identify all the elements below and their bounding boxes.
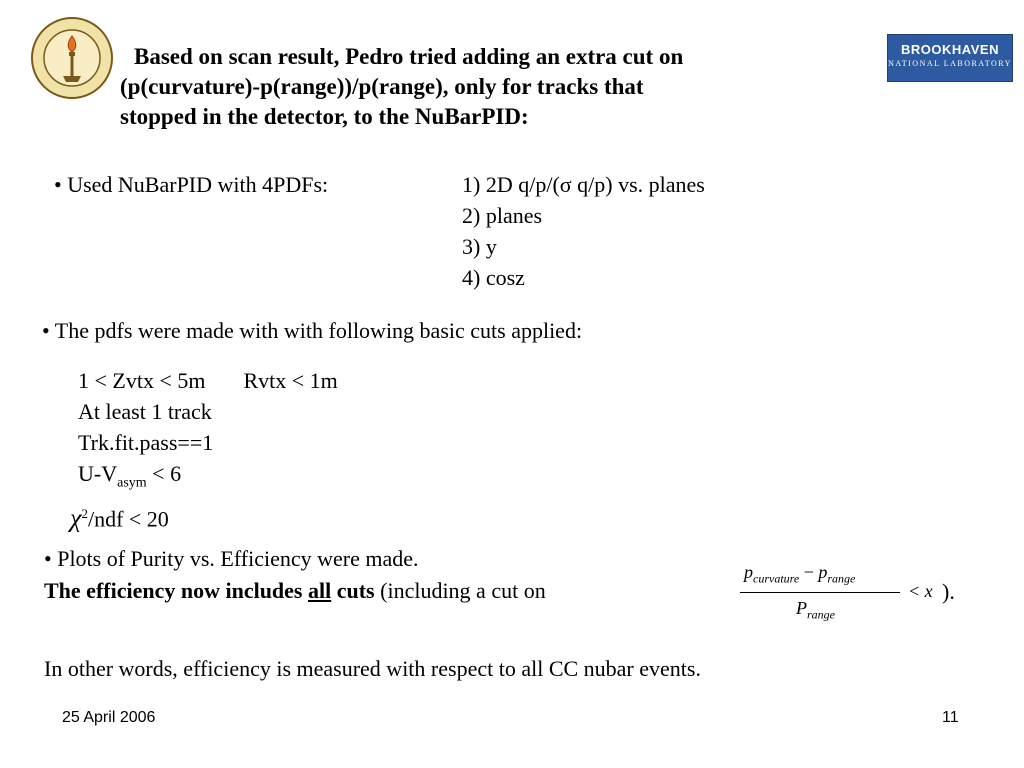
- slide-title: [120, 42, 880, 132]
- fraction-bar: [740, 592, 900, 593]
- cut-uv-asym: $U-V_{asym} < 6$: [78, 461, 182, 491]
- title-line-1: Based on scan result, Pedro tried adding an extra cut on: [134, 44, 684, 69]
- formula-denominator: $P_{range}$: [796, 598, 835, 622]
- pdf-item: 1) 2D q/p/(σ q/p) vs. planes: [462, 172, 705, 197]
- other-words-text: In other words, efficiency is measured with respect to all CC nubar events.: [44, 656, 701, 681]
- nubarpid-label: • Used NuBarPID with 4PDFs:: [54, 172, 329, 197]
- formula-rhs: < x: [908, 581, 933, 601]
- brookhaven-logo-name: BROOKHAVEN: [901, 42, 999, 57]
- formula-numerator: $p_{curvature} - p_{range}$: [744, 562, 856, 586]
- cut-rvtx: Rvtx < 1m: [243, 368, 338, 393]
- cuts-intro: • The pdfs were made with with following basic cuts applied:: [42, 318, 583, 343]
- cut-chi2: $\chi^2$/ndf < 20: [70, 503, 169, 533]
- title-line-3: stopped in the detector, to the NuBarPID:: [120, 104, 529, 129]
- plots-bullet: • Plots of Purity vs. Efficiency were made.: [44, 546, 419, 571]
- footer-date: 25 April 2006: [62, 709, 156, 726]
- cut-fitpass: Trk.fit.pass==1: [78, 430, 214, 455]
- page-number: 11: [942, 709, 959, 726]
- cut-zvtx: 1 < Zvtx < 5m: [78, 368, 206, 393]
- brookhaven-logo-subtitle: NATIONAL LABORATORY: [888, 59, 1012, 68]
- pdf-item: 3) y: [462, 234, 497, 259]
- title-line-2: (p(curvature)-p(range))/p(range), only for tracks that: [120, 74, 644, 99]
- pdf-item: 2) planes: [462, 203, 543, 228]
- pdf-list: [462, 169, 705, 293]
- efficiency-statement: The efficiency now includes all cuts (including a cut on: [44, 578, 546, 603]
- cut-track: At least 1 track: [78, 399, 212, 424]
- formula-close: ).: [942, 579, 955, 604]
- pdf-item: 4) cosz: [462, 265, 525, 290]
- cut-formula: [740, 562, 970, 632]
- caltech-logo: [30, 16, 114, 100]
- cut-list: [70, 365, 338, 535]
- brookhaven-logo: [887, 34, 1013, 82]
- cut-vertex-row: [78, 365, 338, 396]
